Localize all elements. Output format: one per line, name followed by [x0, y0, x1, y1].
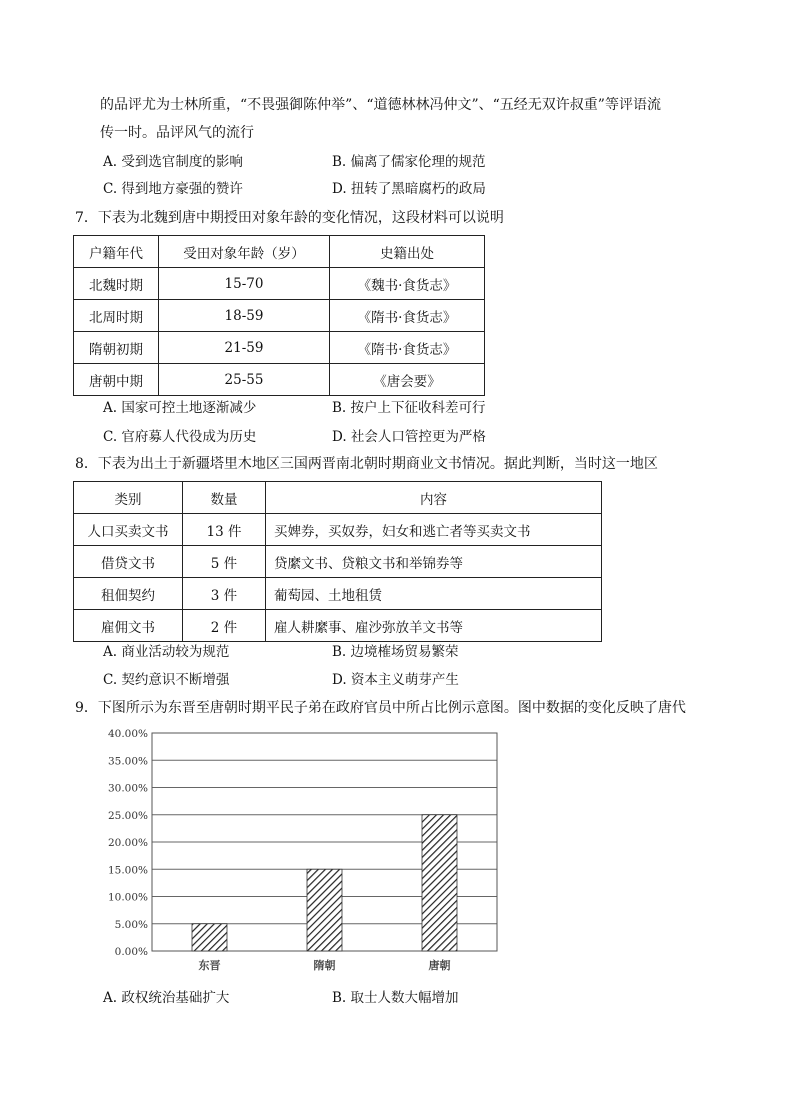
x-tick-label: 东晋 — [198, 959, 221, 972]
q6-option-d: D. 扭转了黑暗腐朽的政局 — [332, 181, 486, 197]
table-header-cell: 内容 — [266, 482, 602, 514]
table-cell: 18-59 — [159, 300, 330, 332]
table-cell: 租佃契约 — [74, 578, 183, 610]
table-cell: 《隋书·食货志》 — [330, 332, 485, 364]
y-tick-label: 30.00% — [107, 782, 148, 795]
table-row — [74, 332, 485, 364]
q9-option-b: B. 取士人数大幅增加 — [332, 990, 459, 1006]
table-cell: 雇佣文书 — [74, 610, 183, 642]
y-tick-label: 0.00% — [114, 946, 148, 958]
table-cell: 借贷文书 — [74, 546, 183, 578]
table-cell: 《魏书·食货志》 — [330, 268, 485, 300]
q8-table — [73, 481, 602, 642]
x-tick-label: 隋朝 — [313, 959, 336, 972]
table-header-cell: 数量 — [183, 482, 266, 514]
table-cell: 2 件 — [183, 610, 266, 642]
q8-option-d: D. 资本主义萌芽产生 — [332, 672, 459, 688]
table-cell: 《隋书·食货志》 — [330, 300, 485, 332]
table-cell: 21-59 — [159, 332, 330, 364]
table-row — [74, 268, 485, 300]
bar — [307, 869, 342, 951]
table-header-cell: 类别 — [74, 482, 183, 514]
q7-table — [73, 235, 485, 396]
table-cell: 隋朝初期 — [74, 332, 159, 364]
intro-line-1: 的品评尤为士林所重，“不畏强御陈仲举”、“道德林林冯仲文”、“五经无双许叔重”等评语流 — [100, 97, 661, 113]
y-tick-label: 20.00% — [107, 837, 148, 849]
table-cell: 北周时期 — [74, 300, 159, 332]
bar — [422, 815, 457, 951]
y-tick-label: 5.00% — [114, 918, 148, 931]
table-cell: 13 件 — [183, 514, 266, 546]
table-cell: 3 件 — [183, 578, 266, 610]
table-header-cell: 受田对象年龄（岁） — [159, 236, 330, 268]
y-tick-label: 15.00% — [107, 864, 148, 877]
x-tick-label: 唐朝 — [428, 959, 451, 972]
q8-option-b: B. 边境榷场贸易繁荣 — [332, 644, 459, 660]
table-cell: 雇人耕縻事、雇沙弥放羊文书等 — [266, 610, 602, 642]
y-tick-label: 10.00% — [107, 891, 148, 904]
table-cell: 唐朝中期 — [74, 364, 159, 396]
table-cell: 贷縻文书、贷粮文书和举锦券等 — [266, 546, 602, 578]
table-cell: 《唐会要》 — [330, 364, 485, 396]
table-header-cell: 史籍出处 — [330, 236, 485, 268]
table-row — [74, 578, 602, 610]
table-cell: 25-55 — [159, 364, 330, 396]
table-cell: 5 件 — [183, 546, 266, 578]
q7-option-a: A. 国家可控土地逐渐减少 — [103, 400, 257, 416]
y-tick-label: 25.00% — [107, 809, 148, 822]
bar-chart — [90, 722, 510, 977]
table-row — [74, 364, 485, 396]
table-cell: 北魏时期 — [74, 268, 159, 300]
table-header-cell: 户籍年代 — [74, 236, 159, 268]
table-cell: 买婢券，买奴券，妇女和逃亡者等买卖文书 — [266, 514, 602, 546]
q6-option-a: A. 受到选官制度的影响 — [103, 154, 243, 170]
table-cell: 葡萄园、土地租赁 — [266, 578, 602, 610]
q7-option-d: D. 社会人口管控更为严格 — [332, 429, 486, 445]
table-cell: 人口买卖文书 — [74, 514, 183, 546]
bar — [192, 924, 227, 951]
y-tick-label: 40.00% — [107, 728, 148, 740]
y-tick-label: 35.00% — [107, 755, 148, 768]
q7-option-b: B. 按户上下征收科差可行 — [332, 400, 486, 416]
table-cell: 15-70 — [159, 268, 330, 300]
intro-line-2: 传一时。品评风气的流行 — [100, 125, 254, 141]
q8-option-a: A. 商业活动较为规范 — [103, 644, 230, 660]
q8-option-c: C. 契约意识不断增强 — [103, 672, 230, 688]
q9-stem: 9．下图所示为东晋至唐朝时期平民子弟在政府官员中所占比例示意图。图中数据的变化反映了唐代 — [75, 700, 686, 716]
q7-stem: 7．下表为北魏到唐中期授田对象年龄的变化情况，这段材料可以说明 — [75, 210, 504, 226]
q6-option-b: B. 偏离了儒家伦理的规范 — [332, 154, 486, 170]
q6-option-c: C. 得到地方豪强的赞许 — [103, 181, 243, 197]
table-row — [74, 546, 602, 578]
table-header-row — [74, 482, 602, 514]
q7-option-c: C. 官府募人代役成为历史 — [103, 429, 257, 445]
table-row — [74, 300, 485, 332]
table-row — [74, 514, 602, 546]
table-header-row — [74, 236, 485, 268]
q8-stem: 8．下表为出土于新疆塔里木地区三国两晋南北朝时期商业文书情况。据此判断，当时这一地区 — [75, 456, 658, 472]
table-row — [74, 610, 602, 642]
q9-option-a: A. 政权统治基础扩大 — [103, 990, 230, 1006]
